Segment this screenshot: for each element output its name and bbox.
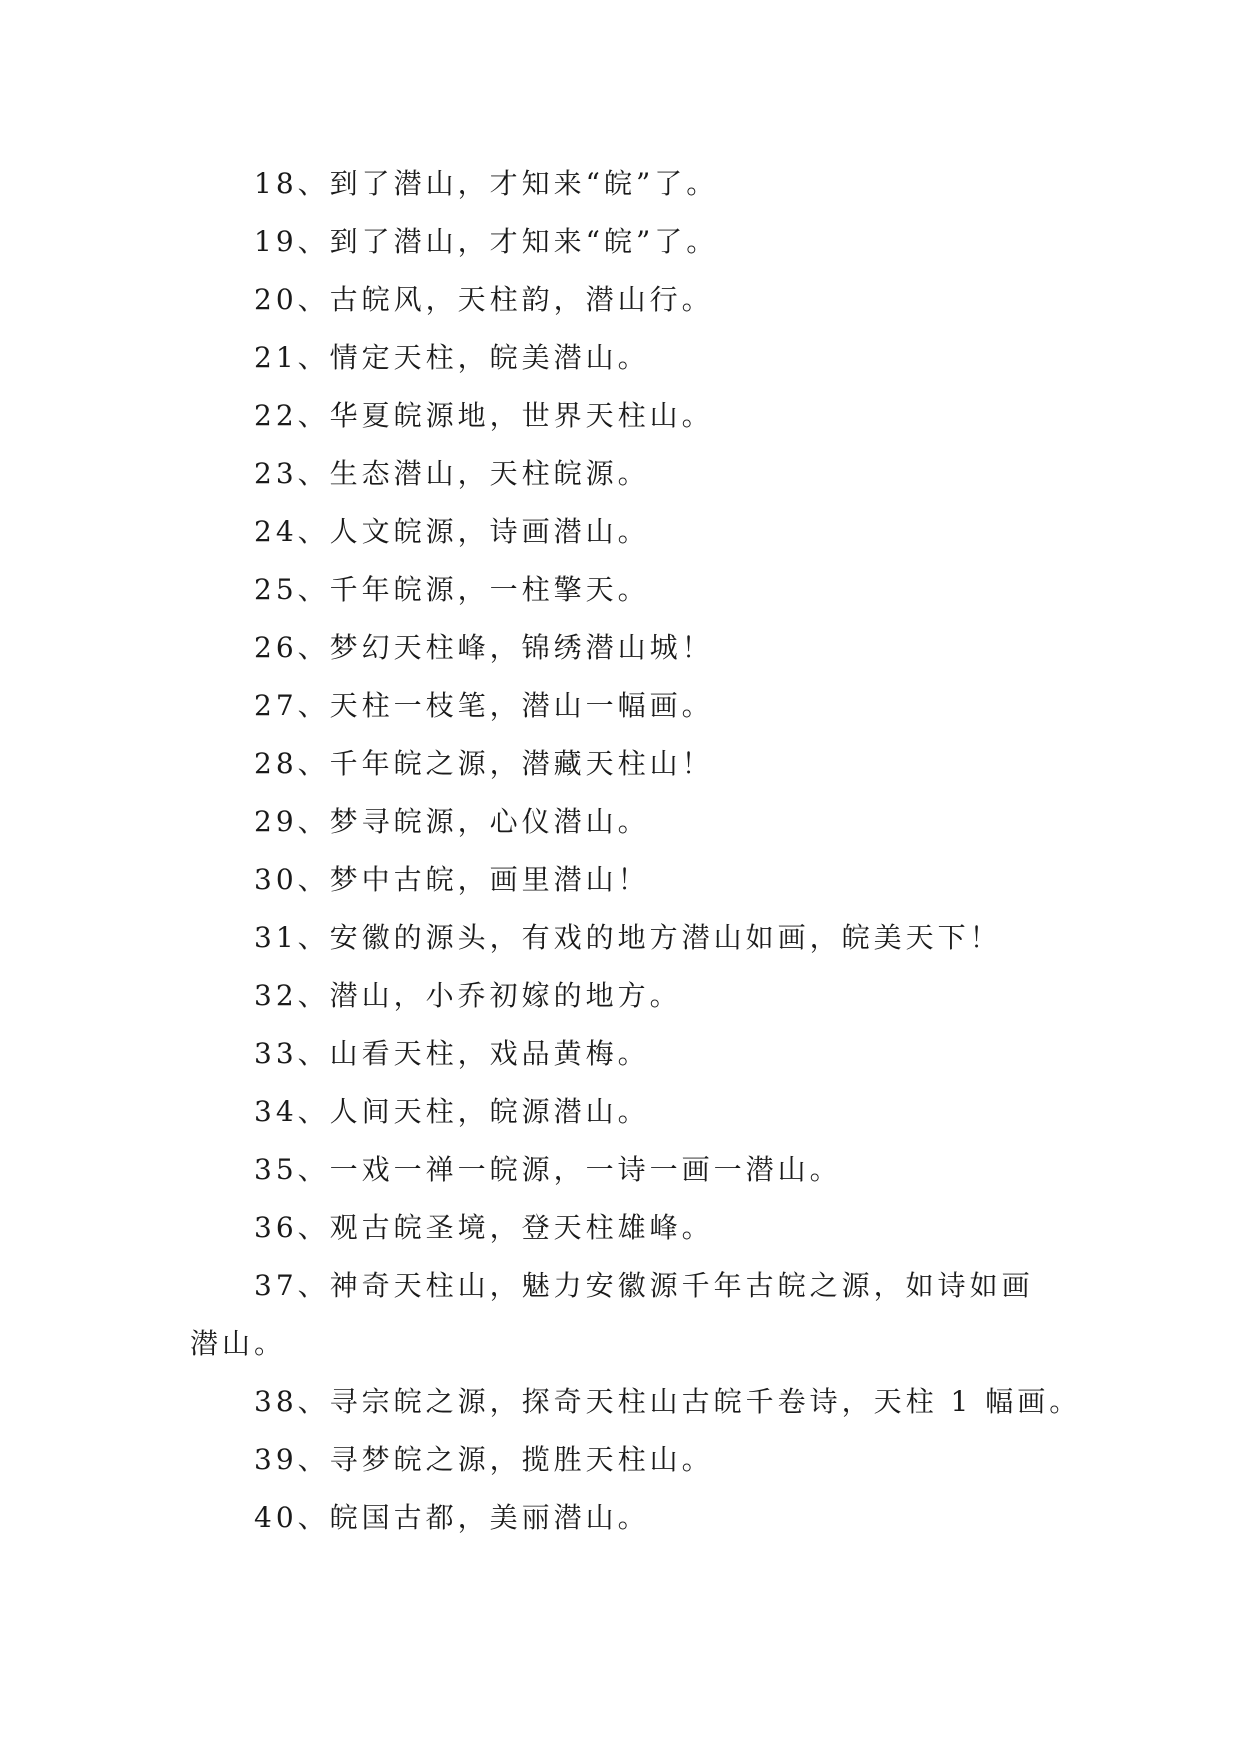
list-item: 19、到了潜山，才知来“皖”了。 — [254, 225, 719, 258]
list-item: 33、山看天柱，戏品黄梅。 — [254, 1037, 650, 1070]
list-item: 21、情定天柱，皖美潜山。 — [254, 341, 650, 374]
list-item-continuation: 潜山。 — [190, 1327, 287, 1360]
list-item: 40、皖国古都，美丽潜山。 — [254, 1501, 650, 1534]
list-item: 32、潜山，小乔初嫁的地方。 — [254, 979, 682, 1012]
list-item: 30、梦中古皖，画里潜山！ — [254, 863, 650, 896]
list-item: 36、观古皖圣境，登天柱雄峰。 — [254, 1211, 714, 1244]
list-item: 29、梦寻皖源，心仪潜山。 — [254, 805, 650, 838]
list-item: 34、人间天柱，皖源潜山。 — [254, 1095, 650, 1128]
list-item: 18、到了潜山，才知来“皖”了。 — [254, 167, 719, 200]
list-item: 24、人文皖源，诗画潜山。 — [254, 515, 650, 548]
list-item: 23、生态潜山，天柱皖源。 — [254, 457, 650, 490]
list-item: 31、安徽的源头，有戏的地方潜山如画，皖美天下！ — [254, 921, 1002, 954]
list-item: 35、一戏一禅一皖源，一诗一画一潜山。 — [254, 1153, 842, 1186]
list-item: 26、梦幻天柱峰，锦绣潜山城！ — [254, 631, 714, 664]
list-item: 39、寻梦皖之源，揽胜天柱山。 — [254, 1443, 714, 1476]
list-item: 38、寻宗皖之源，探奇天柱山古皖千卷诗，天柱 1 幅画。 — [254, 1385, 1082, 1418]
list-item: 27、天柱一枝笔，潜山一幅画。 — [254, 689, 714, 722]
list-item: 22、华夏皖源地，世界天柱山。 — [254, 399, 714, 432]
list-item: 37、神奇天柱山，魅力安徽源千年古皖之源，如诗如画 — [254, 1269, 1034, 1302]
slogan-list — [190, 155, 1082, 1547]
list-item: 28、千年皖之源，潜藏天柱山！ — [254, 747, 714, 780]
list-item: 20、古皖风，天柱韵，潜山行。 — [254, 283, 714, 316]
list-item: 25、千年皖源，一柱擎天。 — [254, 573, 650, 606]
